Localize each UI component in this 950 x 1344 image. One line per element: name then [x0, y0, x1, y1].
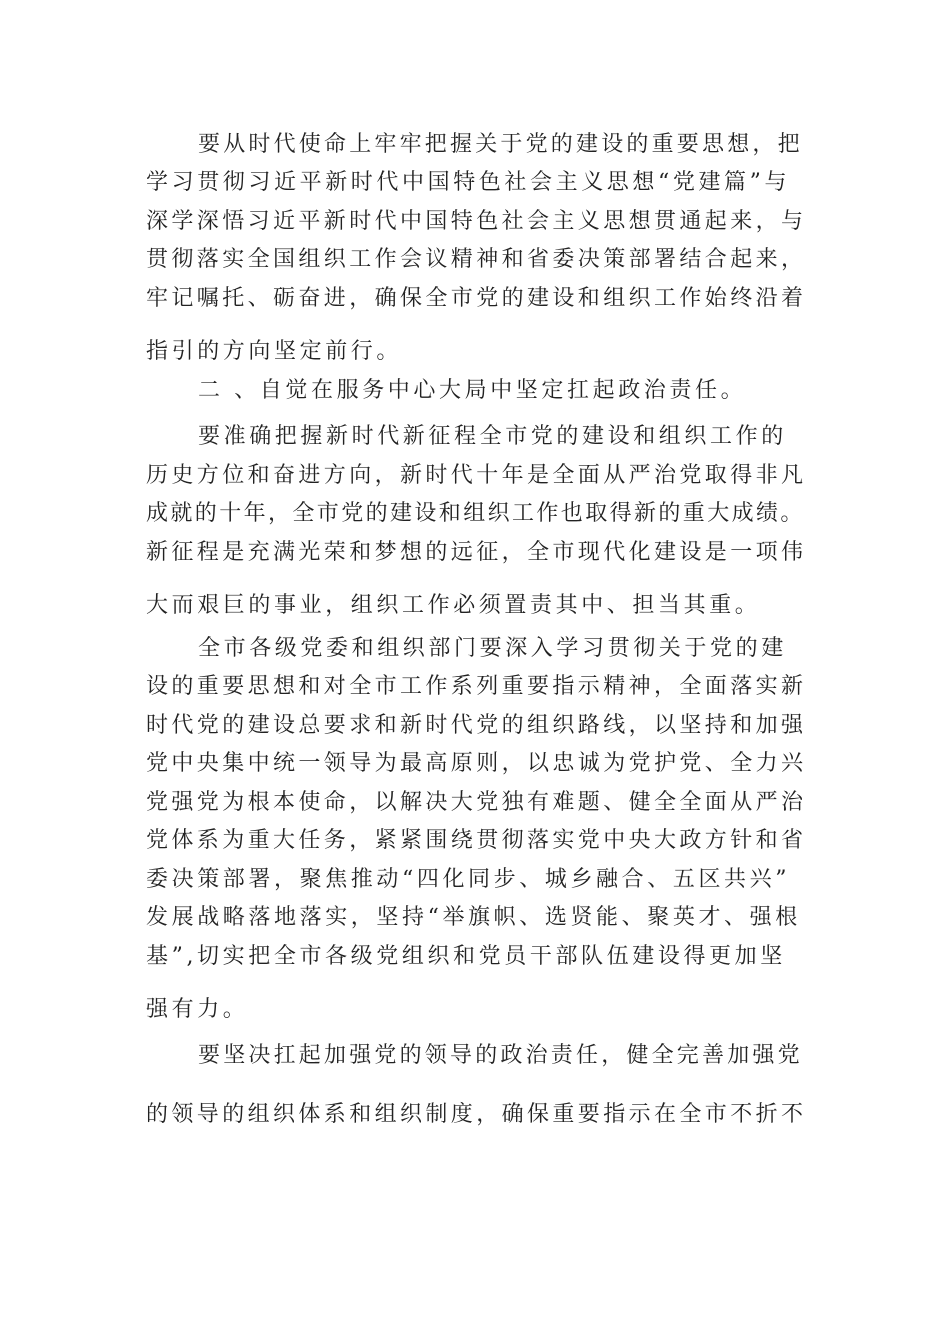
- paragraph-3-line-8: 发展战略落地落实，坚持“举旗帜、选贤能、聚英才、强根: [146, 905, 801, 930]
- paragraph-3-line-3: 时代党的建设总要求和新时代党的组织路线，以坚持和加强: [146, 713, 807, 738]
- paragraph-3-line-10: 强有力。: [146, 997, 249, 1022]
- paragraph-3-line-2: 设的重要思想和对全市工作系列重要指示精神，全面落实新: [146, 674, 807, 699]
- paragraph-2-line-5: 大而艰巨的事业，组织工作必须置责其中、担当其重。: [146, 593, 761, 618]
- paragraph-2-line-2: 历史方位和奋进方向，新时代十年是全面从严治党取得非凡: [146, 463, 807, 488]
- paragraph-3-line-6: 党体系为重大任务，紧紧围绕贯彻落实党中央大政方针和省: [146, 828, 807, 853]
- paragraph-1-line-3: 深学深悟习近平新时代中国特色社会主义思想贯通起来，与: [146, 209, 807, 234]
- paragraph-1-line-1: 要从时代使命上牢牢把握关于党的建设的重要思想，把: [198, 132, 803, 157]
- paragraph-3-line-9: 基”,切实把全市各级党组织和党员干部队伍建设得更加坚: [146, 944, 786, 969]
- paragraph-1-line-5: 牢记嘱托、砺奋进，确保全市党的建设和组织工作始终沿着: [146, 286, 807, 311]
- paragraph-3-line-4: 党中央集中统一领导为最高原则，以忠诚为党护党、全力兴: [146, 751, 807, 776]
- section-heading-2: 二 、自觉在服务中心大局中坚定扛起政治责任。: [198, 378, 747, 403]
- paragraph-3-line-5: 党强党为根本使命，以解决大党独有难题、健全全面从严治: [146, 790, 807, 815]
- paragraph-1-line-6: 指引的方向坚定前行。: [146, 339, 403, 364]
- paragraph-1-line-4: 贯彻落实全国组织工作会议精神和省委决策部署结合起来，: [146, 247, 807, 272]
- paragraph-1-line-2: 学习贯彻习近平新时代中国特色社会主义思想“党建篇”与: [146, 170, 791, 195]
- paragraph-2-line-1: 要准确把握新时代新征程全市党的建设和组织工作的: [198, 424, 787, 449]
- paragraph-3-line-7: 委决策部署，聚焦推动“四化同步、城乡融合、五区共兴”: [146, 867, 791, 892]
- paragraph-2-line-3: 成就的十年，全市党的建设和组织工作也取得新的重大成绩。: [146, 501, 805, 526]
- paragraph-4-line-1: 要坚决扛起加强党的领导的政治责任，健全完善加强党: [198, 1043, 803, 1068]
- paragraph-3-line-1: 全市各级党委和组织部门要深入学习贯彻关于党的建: [198, 636, 787, 661]
- paragraph-4-line-2: 的领导的组织体系和组织制度，确保重要指示在全市不折不: [146, 1102, 807, 1127]
- paragraph-2-line-4: 新征程是充满光荣和梦想的远征，全市现代化建设是一项伟: [146, 540, 807, 565]
